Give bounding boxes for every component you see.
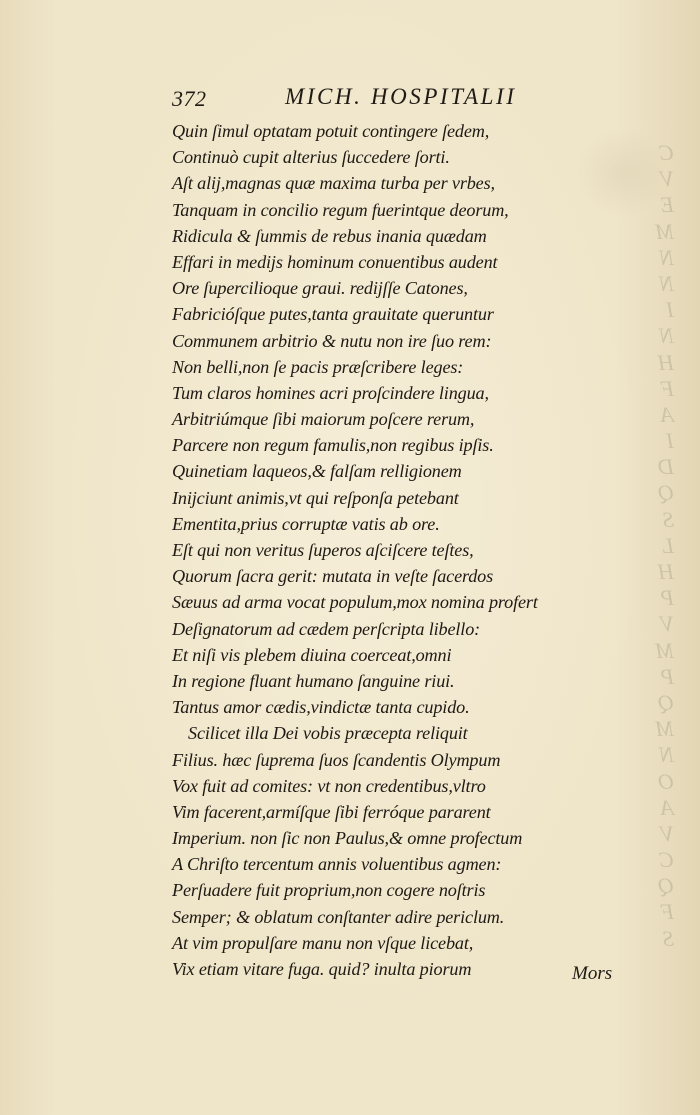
verse-line: Ore ſupercilioque graui. rediјſſe Catones, (172, 278, 468, 299)
page-number: 372 (172, 86, 207, 111)
verse-line: A Chriſto tercentum annis voluentibus agmen: (172, 854, 502, 875)
verse-line: Filius. hæc ſuprema ſuos ſcandentis Olympum (172, 749, 501, 770)
verse-line: Tum claros homines acri proſcindere lingua, (172, 382, 489, 403)
verse-block (172, 118, 642, 982)
verse-line: Semper; & oblatum conſtanter adire periclum. (172, 906, 505, 927)
verse-line: Et niſi vis plebem diuina coerceat,omni (172, 644, 452, 665)
verse-line: Tantus amor cædis,vindictæ tanta cupido. (172, 697, 470, 718)
verse-line: Eſt qui non veritus ſuperos aſciſcere teſtes, (172, 540, 474, 560)
verse-line: At vim propulſare manu non vſque licebat, (172, 932, 474, 953)
verse-line: Non belli,non ſe pacis præſcribere leges: (172, 356, 464, 377)
verse-line: Arbitriúmque ſibi maiorum poſcere rerum, (172, 409, 475, 430)
verse-line: Vim facerent,armíſque ſibi ferróque pararent (172, 801, 491, 822)
running-title: MICH. HOSPITALII (285, 84, 517, 109)
verse-line: Sæuus ad arma vocat populum,mox nomina profert (172, 592, 538, 613)
verse-line: Continuò cupit alterius ſuccedere ſorti. (172, 147, 450, 168)
catchword: Mors (572, 963, 613, 984)
verse-line: Perſuadere fuit proprium,non cogere noſtris (172, 880, 486, 901)
verse-line: Quorum ſacra gerit: mutata in veſte ſacerdos (172, 566, 494, 587)
verse-line-indented: Scilicet illa Dei vobis præcepta reliquit (188, 723, 468, 744)
verse-line: Imperium. non ſic non Paulus,& omne profectum (172, 828, 523, 849)
verse-line: Aſt alij,magnas quæ maxima turba per vrbes, (172, 173, 495, 194)
verse-line: Communem arbitrio & nutu non ire ſuo rem: (172, 330, 492, 351)
verse-line: Iniјciunt animis,vt qui reſponſa petebant (172, 487, 459, 508)
verse-line: Vox fuit ad comites: vt non credentibus,vltro (172, 775, 486, 796)
verse-line: Tanquam in concilio regum fuerintque deorum, (172, 199, 509, 220)
verse-line: In regione fluant humano ſanguine riui. (172, 670, 455, 691)
verse-line: Quinetiam laqueos,& falſam relligionem (172, 461, 462, 482)
verse-line: Deſignatorum ad cædem perſcripta libello: (172, 618, 481, 639)
show-through-text: C E M N N I N H F A I D Q S L H P V M P Q M N O A V C Q F S (655, 140, 674, 951)
verse-line: Effari in medijs hominum conuentibus audent (172, 251, 498, 272)
verse-line: Fabricióſque putes,tanta grauitate queruntur (172, 304, 494, 325)
verse-line: Vix etiam vitare fuga. quid? inulta piorum (172, 959, 472, 979)
page-header (172, 84, 572, 116)
verse-line: Quin ſimul optatam potuit contingere ſedem, (172, 121, 490, 141)
verse-line: Ementita,prius corruptæ vatis ab ore. (172, 513, 440, 534)
verse-line: Parcere non regum famulis,non regibus ipſis. (172, 435, 494, 456)
verse-line: Ridicula & ſummis de rebus inania quædam (172, 225, 487, 246)
